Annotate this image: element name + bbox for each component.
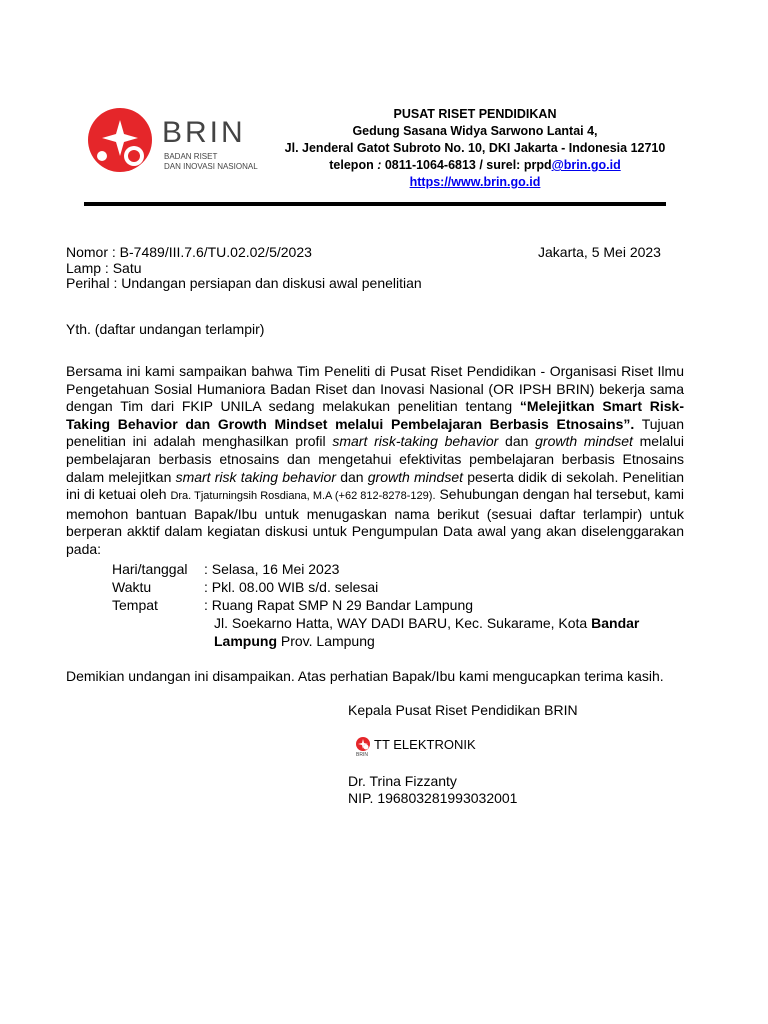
brin-logo-line2: DAN INOVASI NASIONAL (164, 162, 258, 171)
day-label: Hari/tanggal (112, 561, 188, 577)
etag-label: TT ELEKTRONIK (374, 737, 476, 752)
header-divider (84, 202, 666, 206)
address-city-2: Lampung (214, 633, 277, 649)
brin-logo-name: BRIN (162, 116, 246, 149)
address-text: Jl. Soekarno Hatta, WAY DADI BARU, Kec. Sukarame, Kota (214, 615, 592, 631)
body-italic-1: smart risk-taking behavior (332, 433, 499, 450)
place-address-1 (214, 614, 639, 632)
signer-position: Kepala Pusat Riset Pendidikan BRIN (348, 702, 578, 718)
etag-sub: BRIN (356, 752, 368, 758)
time-value: : Pkl. 08.00 WIB s/d. selesai (204, 579, 379, 595)
phone-prefix: telepon (329, 158, 374, 172)
closing: Demikian undangan ini disampaikan. Atas perhatian Bapak/Ibu kami mengucapkan terima kasih. (66, 668, 664, 684)
brin-logo-line1: BADAN RISET (164, 152, 218, 161)
phone: 0811-1064-6813 (384, 158, 476, 172)
day-value: : Selasa, 16 Mei 2023 (204, 561, 340, 577)
body-text-3: dan (498, 433, 536, 450)
body-text-1: Bersama ini kami sampaikan bahwa Tim Peneliti di Pusat Riset Pendidikan - Organisasi Riset Ilmu Pengetahuan Sosial Humaniora Badan Riset dan Inovasi Nasional (OR IPSH BRIN) bekerja sama dengan Tim dari FKIP UNILA sedang melakukan penelitian tentang (66, 363, 684, 415)
subject: Perihal : Undangan persiapan dan diskusi awal penelitian (66, 275, 422, 291)
place-value: : Ruang Rapat SMP N 29 Bandar Lampung (204, 597, 474, 613)
attachment: Lamp : Satu (66, 260, 142, 276)
body-italic-2: growth mindset (535, 433, 633, 450)
org-name: PUSAT RISET PENDIDIKAN (393, 107, 557, 121)
recipient: Yth. (daftar undangan terlampir) (66, 321, 265, 337)
building: Gedung Sasana Widya Sarwono Lantai 4, (352, 124, 598, 138)
letterhead (270, 106, 680, 191)
body-paragraph (66, 363, 684, 559)
signer-name: Dr. Trina Fizzanty (348, 773, 457, 789)
brin-mini-logo-icon (355, 736, 371, 752)
body-italic-3: smart risk taking behavior (175, 468, 336, 485)
signer-nip: NIP. 196803281993032001 (348, 790, 518, 806)
body-italic-4: growth mindset (367, 468, 464, 485)
body-text-7: Sehubungan dengan hal tersebut, kami memohon bantuan Bapak/Ibu untuk menugaskan nama berikut (sesuai daftar terlampir) untuk berperan akktif dalam kegiatan diskusi untuk Pengumpulan Data awal yang akan diselenggarakan pada: (66, 486, 685, 557)
address: Jl. Jenderal Gatot Subroto No. 10, DKI Jakarta - Indonesia 12710 (284, 141, 666, 155)
letter-date: Jakarta, 5 Mei 2023 (538, 244, 661, 260)
address-province: Prov. Lampung (277, 633, 375, 649)
contact-line (270, 157, 680, 174)
electronic-signature (355, 736, 495, 760)
website-link[interactable]: https://www.brin.go.id (409, 175, 541, 189)
email-link[interactable]: @brin.go.id (551, 158, 621, 172)
place-address-2 (214, 632, 375, 650)
email-prefix: / surel: prpd (475, 158, 552, 172)
time-label: Waktu (112, 579, 152, 595)
research-title: “Melejitkan Smart Risk-Taking Behavior dan Growth Mindset melalui Pembelajaran Berbasis Etnosains”. (66, 398, 684, 432)
brin-logo (86, 106, 266, 176)
body-text-6: peserta didik di sekolah. Penelitian ini di ketuai oleh (66, 468, 685, 503)
letter-number: Nomor : B-7489/III.7.6/TU.02.02/5/2023 (66, 244, 312, 260)
body-text-2: Tujuan penelitian ini adalah menghasilkan profil (66, 415, 684, 450)
schedule (112, 560, 672, 650)
address-city-1: Bandar (591, 615, 640, 631)
phone-sep: : (373, 158, 385, 172)
research-leader: Dra. Tjaturningsih Rosdiana, M.A (+62 812-8278-129). (170, 490, 436, 503)
brin-logo-mark (86, 106, 154, 174)
body-text-5: dan (336, 468, 368, 485)
place-label: Tempat (112, 597, 158, 613)
body-text-4: melalui pembelajaran berbasis etnosains dan mengetahui efektivitas pembelajaran berbasis Etnosains dalam melejitkan (66, 433, 685, 485)
